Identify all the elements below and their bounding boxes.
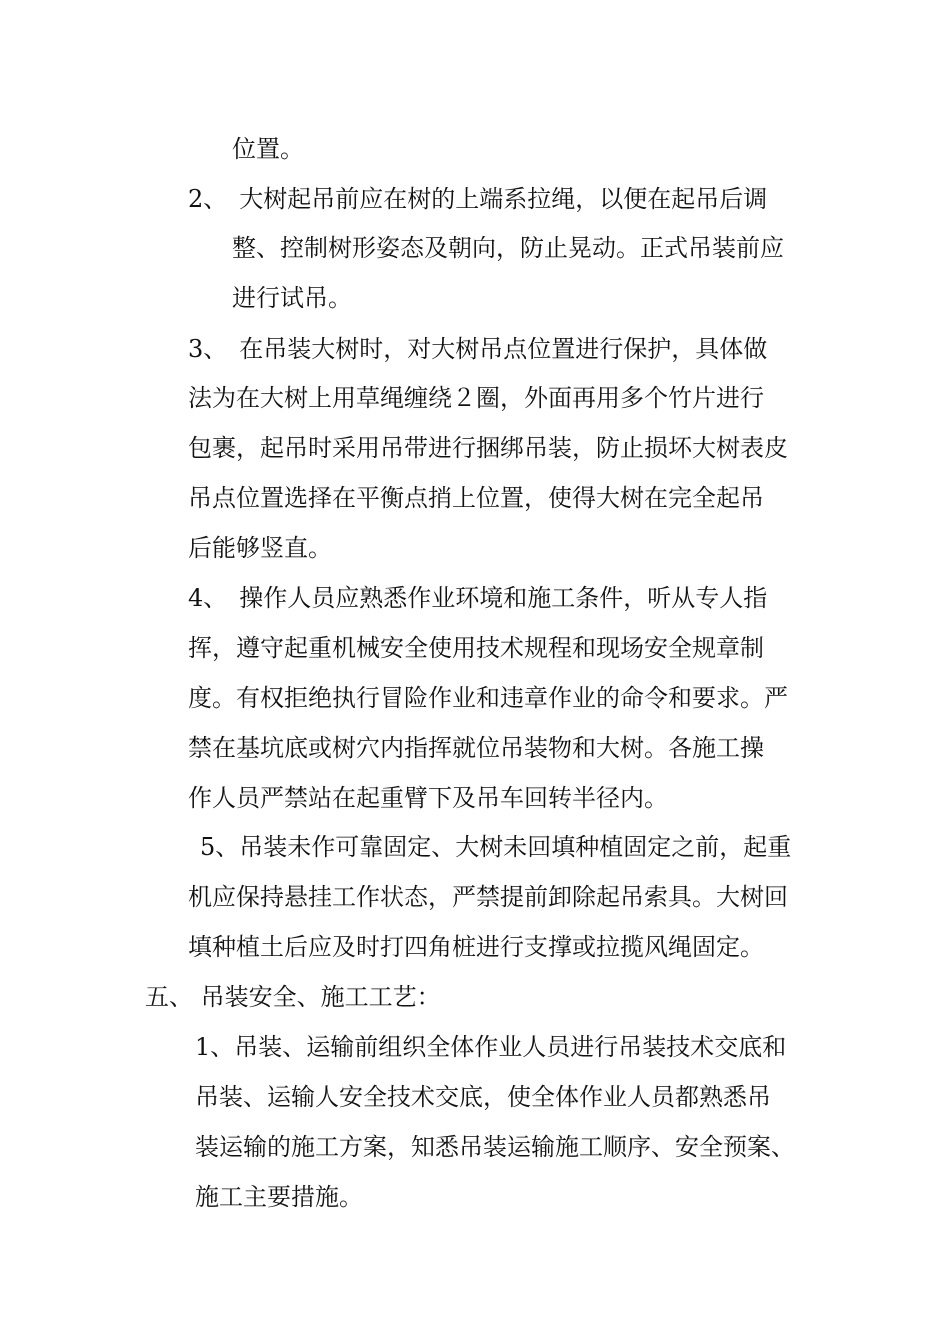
text-line: 作人员严禁站在起重臂下及吊车回转半径内。 [188,784,668,812]
text-line: 整、控制树形姿态及朝向，防止晃动。正式吊装前应 [232,234,784,262]
section-heading: 五、 吊装安全、施工工艺： [145,983,441,1011]
text-line: 吊点位置选择在平衡点捎上位置，使得大树在完全起吊 [188,484,764,512]
text-line: 禁在基坑底或树穴内指挥就位吊装物和大树。各施工操 [188,734,764,762]
text-line: 2、 大树起吊前应在树的上端系拉绳，以便在起吊后调 [188,185,768,213]
text-line: 3、 在吊装大树时，对大树吊点位置进行保护，具体做 [188,335,768,363]
text-line: 度。有权拒绝执行冒险作业和违章作业的命令和要求。严 [188,684,788,712]
text-line: 后能够竖直。 [188,534,332,562]
text-line: 1、吊装、运输前组织全体作业人员进行吊装技术交底和 [195,1033,787,1061]
text-line: 包裹，起吊时采用吊带进行捆绑吊装，防止损坏大树表皮 [188,434,788,462]
text-line: 施工主要措施。 [195,1183,363,1211]
text-line: 4、 操作人员应熟悉作业环境和施工条件，听从专人指 [188,584,768,612]
text-line: 吊装、运输人安全技术交底，使全体作业人员都熟悉吊 [195,1083,771,1111]
text-line: 机应保持悬挂工作状态，严禁提前卸除起吊索具。大树回 [188,883,788,911]
text-line: 进行试吊。 [232,284,352,312]
text-line: 挥，遵守起重机械安全使用技术规程和现场安全规章制 [188,634,764,662]
text-line: 位置。 [232,135,304,163]
text-line: 5、吊装未作可靠固定、大树未回填种植固定之前，起重 [200,833,792,861]
text-line: 装运输的施工方案，知悉吊装运输施工顺序、安全预案、 [195,1133,795,1161]
text-line: 填种植土后应及时打四角桩进行支撑或拉揽风绳固定。 [188,933,764,961]
text-line: 法为在大树上用草绳缠绕２圈，外面再用多个竹片进行 [188,384,764,412]
